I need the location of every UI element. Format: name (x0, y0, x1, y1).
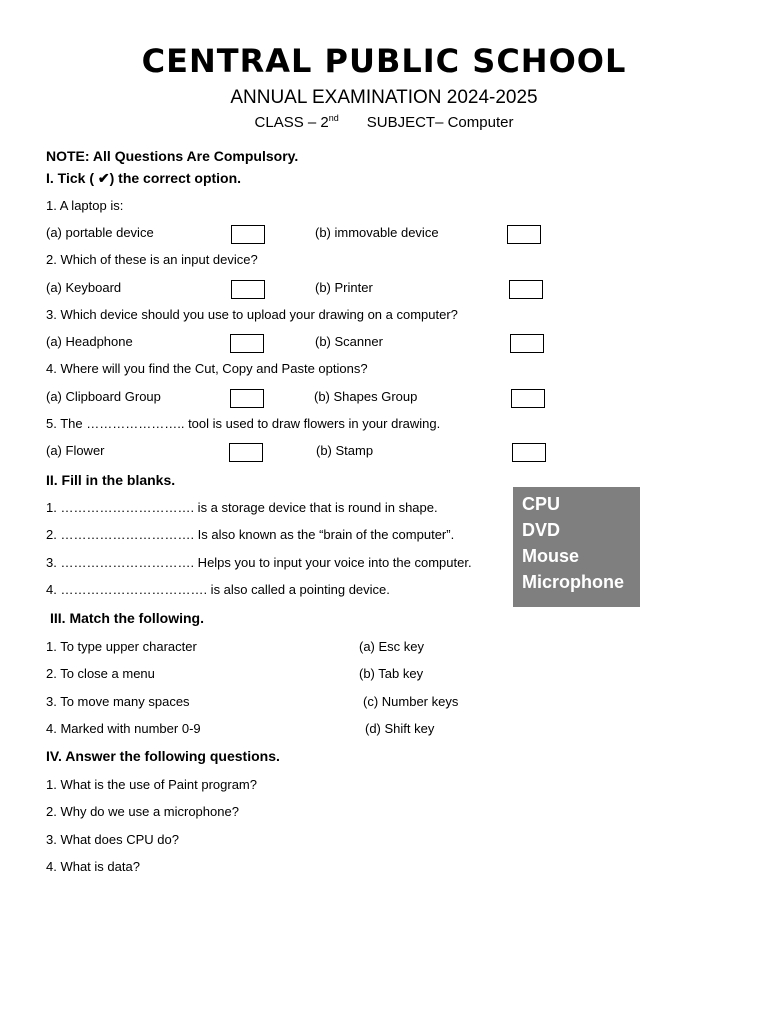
exam-title: ANNUAL EXAMINATION 2024-2025 (230, 87, 538, 108)
mcq-question: 1. A laptop is: (46, 198, 124, 213)
match-left-item: 1. To type upper character (46, 639, 197, 654)
section1-heading: I. Tick ( ✔) the correct option. (46, 170, 242, 186)
match-left-item: 3. To move many spaces (46, 694, 190, 709)
section3-heading: III. Match the following. (50, 610, 204, 626)
section4-heading: IV. Answer the following questions. (46, 748, 280, 764)
mcq-option-a: (a) Clipboard Group (46, 389, 161, 404)
note-text: NOTE: All Questions Are Compulsory. (46, 148, 299, 164)
blank-item: 1. …………………………. is a storage device that is round in shape. (46, 500, 438, 515)
word-bank-item: CPU (522, 494, 561, 514)
class-label: CLASS – 2 (254, 114, 329, 131)
blank-item: 4. ……………………………. is also called a pointing device. (46, 582, 390, 597)
mcq-question: 3. Which device should you use to upload your drawing on a computer? (46, 307, 458, 322)
blank-item: 3. …………………………. Helps you to input your voice into the computer. (46, 555, 472, 570)
answer-checkbox[interactable] (229, 443, 263, 462)
match-left-item: 4. Marked with number 0-9 (46, 721, 201, 736)
question-item: 3. What does CPU do? (46, 832, 179, 847)
answer-checkbox[interactable] (507, 225, 541, 244)
answer-checkbox[interactable] (512, 443, 546, 462)
answer-checkbox[interactable] (510, 334, 544, 353)
mcq-option-b: (b) immovable device (315, 225, 439, 240)
blank-item: 2. …………………………. Is also known as the “brain of the computer”. (46, 527, 455, 542)
mcq-option-a: (a) Flower (46, 443, 105, 458)
answer-checkbox[interactable] (231, 280, 265, 299)
mcq-option-b: (b) Shapes Group (314, 389, 418, 404)
answer-checkbox[interactable] (230, 389, 264, 408)
match-right-item: (d) Shift key (365, 721, 435, 736)
answer-checkbox[interactable] (509, 280, 543, 299)
mcq-option-b: (b) Printer (315, 280, 373, 295)
match-right-item: (a) Esc key (359, 639, 425, 654)
class-subject-line (0, 113, 768, 131)
question-item: 2. Why do we use a microphone? (46, 804, 239, 819)
mcq-question: 4. Where will you find the Cut, Copy and Paste options? (46, 361, 368, 376)
mcq-option-b: (b) Stamp (316, 443, 374, 458)
mcq-option-a: (a) Headphone (46, 334, 133, 349)
mcq-option-a: (a) Keyboard (46, 280, 122, 295)
section2-heading: II. Fill in the blanks. (46, 472, 176, 488)
class-suffix: nd (328, 113, 339, 123)
answer-checkbox[interactable] (511, 389, 545, 408)
mcq-question: 5. The ………………….. tool is used to draw flowers in your drawing. (46, 416, 441, 431)
answer-checkbox[interactable] (231, 225, 265, 244)
word-bank (513, 487, 640, 607)
word-bank-item: DVD (522, 520, 561, 540)
match-left-item: 2. To close a menu (46, 666, 155, 681)
question-item: 4. What is data? (46, 859, 140, 874)
subject-label: SUBJECT– Computer (366, 114, 514, 131)
word-bank-item: Microphone (522, 572, 624, 592)
mcq-question: 2. Which of these is an input device? (46, 252, 258, 267)
mcq-option-b: (b) Scanner (315, 334, 383, 349)
match-right-item: (c) Number keys (363, 694, 459, 709)
school-name: CENTRAL PUBLIC SCHOOL (141, 42, 627, 80)
word-bank-item: Mouse (522, 546, 580, 566)
answer-checkbox[interactable] (230, 334, 264, 353)
question-item: 1. What is the use of Paint program? (46, 777, 257, 792)
match-right-item: (b) Tab key (359, 666, 424, 681)
mcq-option-a: (a) portable device (46, 225, 154, 240)
